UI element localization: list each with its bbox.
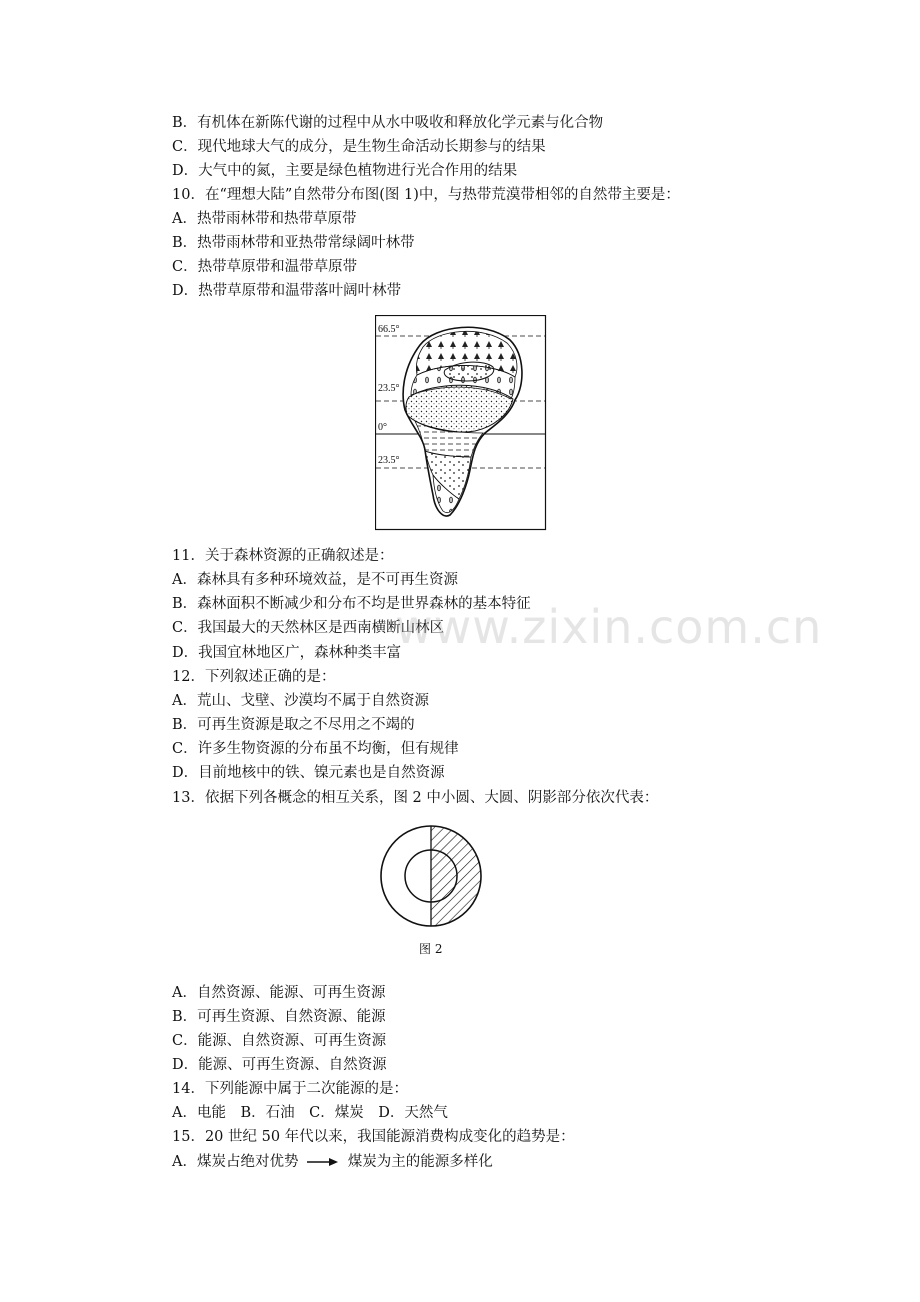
q12-option-b: B．可再生资源是取之不尽用之不竭的 [172, 717, 415, 733]
lat-23-5n-label: 23.5° [378, 383, 400, 394]
q11-option-d: D．我国宜林地区广，森林种类丰富 [172, 645, 402, 661]
q10-option-b: B．热带雨林带和亚热带常绿阔叶林带 [172, 235, 415, 251]
ideal-continent-figure [375, 315, 547, 531]
q13-option-b: B．可再生资源、自然资源、能源 [172, 1009, 386, 1025]
q10-stem: 10．在“理想大陆”自然带分布图(图 1)中，与热带荒漠带相邻的自然带主要是： [172, 187, 680, 203]
q10-option-c: C．热带草原带和温带草原带 [172, 259, 358, 275]
q13-option-d: D．能源、可再生资源、自然资源 [172, 1057, 387, 1073]
lat-66-5-label: 66.5° [378, 324, 400, 335]
q14-options: A．电能 B．石油 C．煤炭 D．天然气 [172, 1105, 448, 1121]
q15-option-a [172, 1152, 493, 1172]
right-arrow-icon [307, 1157, 339, 1167]
q15-option-a-right: 煤炭为主的能源多样化 [347, 1154, 493, 1170]
q11-option-c: C．我国最大的天然林区是西南横断山林区 [172, 620, 445, 636]
q9-option-b: B．有机体在新陈代谢的过程中从水中吸收和释放化学元素与化合物 [172, 115, 604, 131]
q12-option-c: C．许多生物资源的分布虽不均衡，但有规律 [172, 741, 459, 757]
q11-option-a: A．森林具有多种环境效益，是不可再生资源 [172, 572, 458, 588]
q9-option-c: C．现代地球大气的成分，是生物生命活动长期参与的结果 [172, 139, 546, 155]
q13-stem: 13．依据下列各概念的相互关系，图 2 中小圆、大圆、阴影部分依次代表： [172, 790, 659, 806]
q12-option-d: D．目前地核中的铁、镍元素也是自然资源 [172, 765, 445, 781]
q12-stem: 12．下列叙述正确的是： [172, 669, 336, 685]
q10-option-d: D．热带草原带和温带落叶阔叶林带 [172, 283, 402, 299]
lat-23-5s-label: 23.5° [378, 455, 400, 466]
q11-option-b: B．森林面积不断减少和分布不均是世界森林的基本特征 [172, 596, 531, 612]
lat-0-label: 0° [378, 422, 387, 433]
q12-option-a: A．荒山、戈壁、沙漠均不属于自然资源 [172, 693, 429, 709]
q13-option-a: A．自然资源、能源、可再生资源 [172, 985, 386, 1001]
q15-option-a-left: A．煤炭占绝对优势 [172, 1154, 299, 1170]
q11-stem: 11．关于森林资源的正确叙述是： [172, 548, 394, 564]
figure-2-caption: 图 2 [419, 942, 443, 956]
q10-option-a: A．热带雨林带和热带草原带 [172, 211, 357, 227]
concentric-circles-figure [378, 824, 488, 930]
q9-option-d: D．大气中的氮，主要是绿色植物进行光合作用的结果 [172, 163, 518, 179]
q14-stem: 14．下列能源中属于二次能源的是： [172, 1081, 408, 1097]
q15-stem: 15．20 世纪 50 年代以来，我国能源消费构成变化的趋势是： [172, 1129, 575, 1145]
watermark: www.zixin.com.cn [395, 600, 823, 654]
q13-option-c: C．能源、自然资源、可再生资源 [172, 1033, 387, 1049]
